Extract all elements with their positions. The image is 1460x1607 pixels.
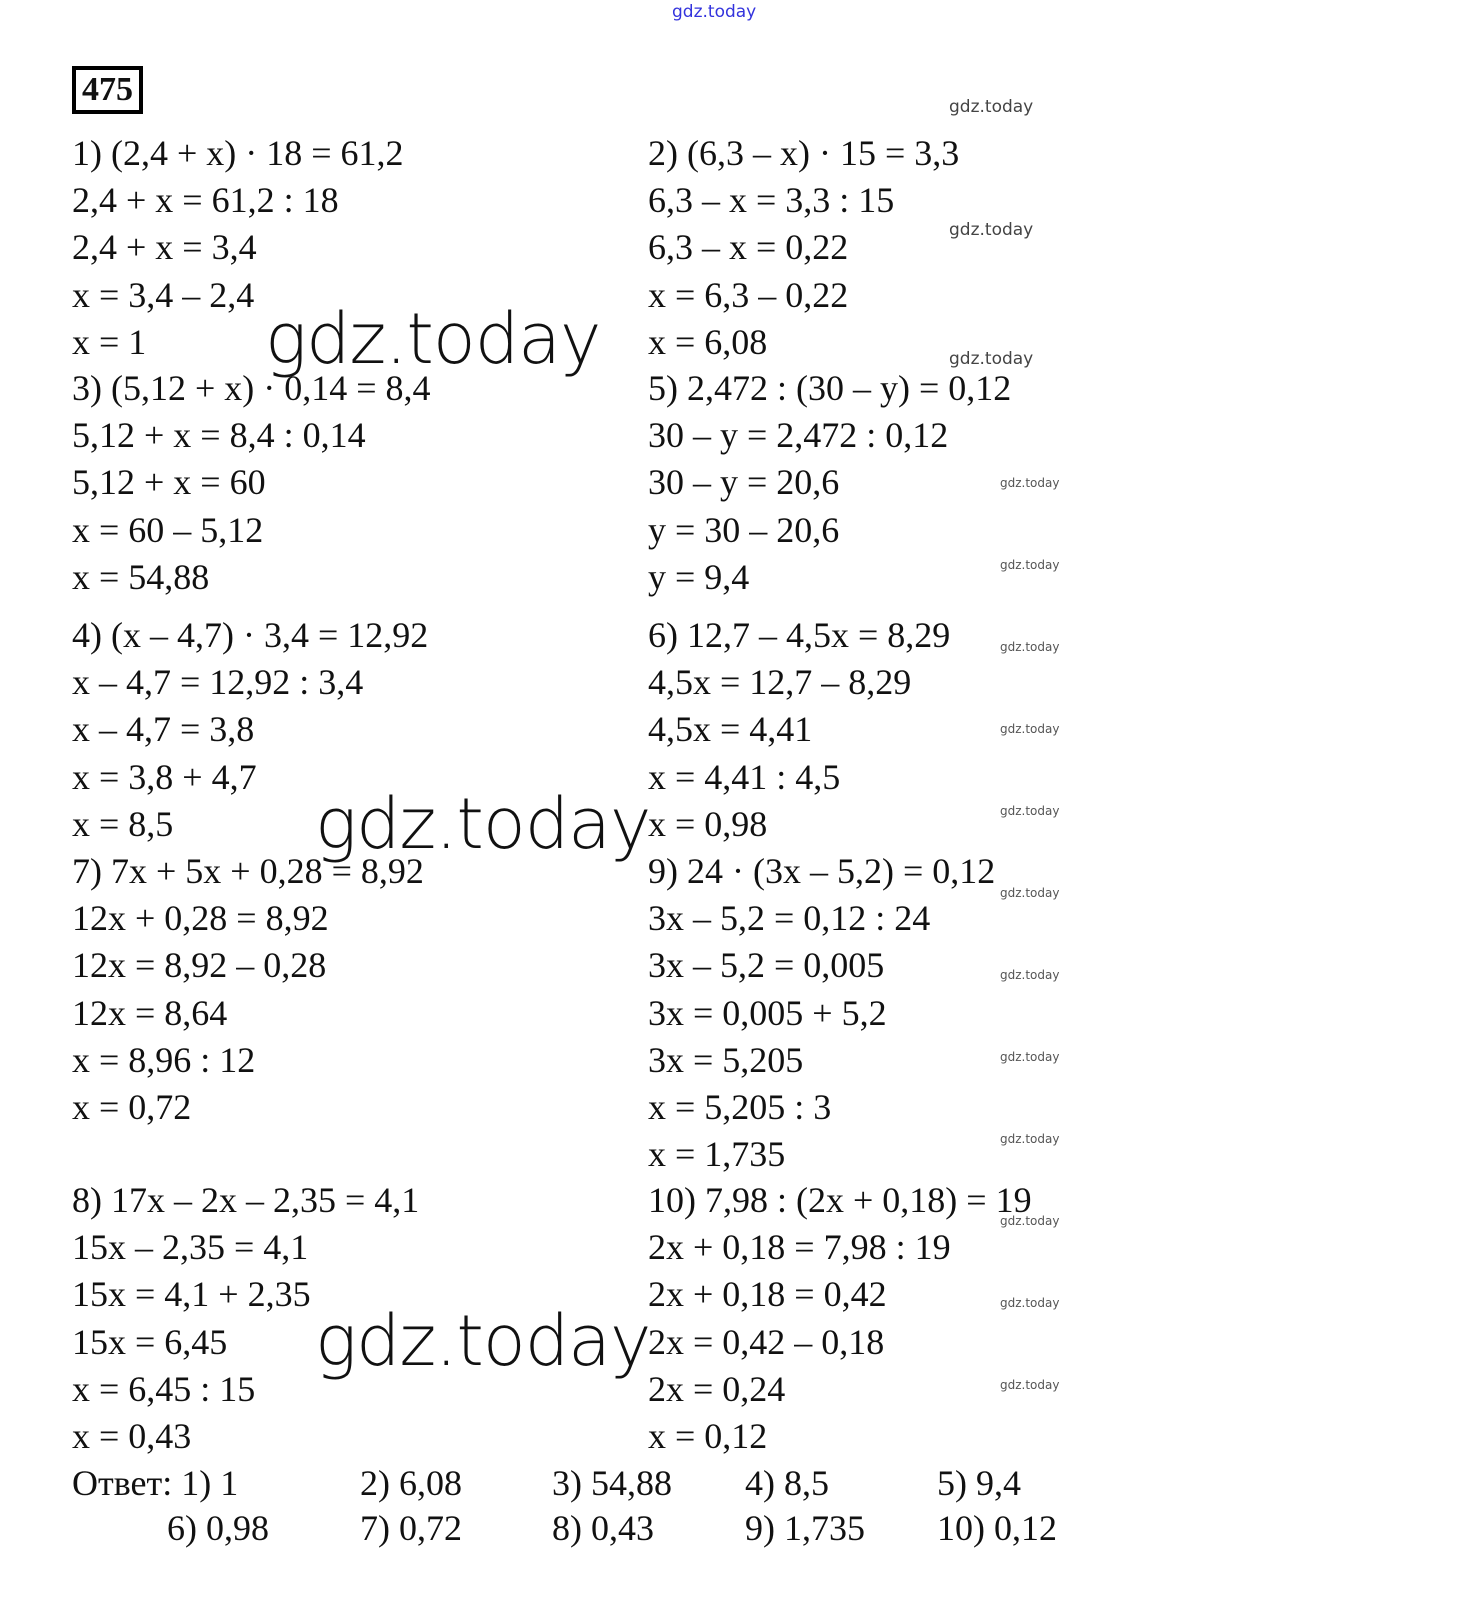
- equation-line: x = 1: [72, 321, 147, 362]
- equation-line: x = 6,45 : 15: [72, 1368, 256, 1409]
- equation-line: x – 4,7 = 3,8: [72, 709, 255, 750]
- equation-line: 12x = 8,92 – 0,28: [72, 945, 327, 986]
- equation-line: 9) 24 · (3x – 5,2) = 0,12: [648, 851, 996, 891]
- equation-line: x = 8,96 : 12: [72, 1039, 256, 1080]
- equation-line: 4,5x = 4,41: [648, 709, 813, 750]
- equation-line: 7) 7x + 5x + 0,28 = 8,92: [72, 851, 424, 891]
- equation-line: x = 3,4 – 2,4: [72, 274, 255, 315]
- equation-line: 5) 2,472 : (30 – y) = 0,12: [648, 368, 1012, 408]
- answer-item: 4) 8,5: [745, 1463, 829, 1503]
- watermark-tiny: gdz.today: [1000, 640, 1060, 654]
- watermark-tiny: gdz.today: [1000, 1378, 1060, 1392]
- equation-line: 4,5x = 12,7 – 8,29: [648, 662, 912, 703]
- watermark-tiny: gdz.today: [1000, 722, 1060, 736]
- watermark-tiny: gdz.today: [1000, 1214, 1060, 1228]
- equation-line: 2x + 0,18 = 0,42: [648, 1274, 887, 1315]
- equation-line: 6) 12,7 – 4,5x = 8,29: [648, 615, 951, 655]
- equation-line: x = 6,08: [648, 321, 768, 362]
- answer-item: Ответ: 1) 1: [72, 1463, 239, 1503]
- equation-line: x = 0,43: [72, 1416, 192, 1456]
- answer-item: 5) 9,4: [937, 1463, 1021, 1503]
- answer-item: 8) 0,43: [552, 1508, 654, 1548]
- watermark-small: gdz.today: [949, 97, 1034, 117]
- equation-line: 5,12 + x = 60: [72, 462, 266, 503]
- equation-line: 12x + 0,28 = 8,92: [72, 898, 329, 939]
- watermark-tiny: gdz.today: [1000, 1050, 1060, 1064]
- equation-line: 3x = 0,005 + 5,2: [648, 992, 887, 1033]
- equation-line: 5,12 + x = 8,4 : 0,14: [72, 415, 366, 456]
- watermark-tiny: gdz.today: [1000, 476, 1060, 490]
- equation-line: 2,4 + x = 3,4: [72, 227, 257, 268]
- equation-line: 2x + 0,18 = 7,98 : 19: [648, 1227, 951, 1268]
- equation-line: x = 0,12: [648, 1416, 768, 1456]
- answer-item: 7) 0,72: [360, 1508, 462, 1548]
- equation-line: x = 4,41 : 4,5: [648, 756, 841, 797]
- equation-line: 6,3 – x = 0,22: [648, 227, 849, 268]
- equation-line: x = 3,8 + 4,7: [72, 756, 257, 797]
- answer-item: 10) 0,12: [937, 1508, 1057, 1548]
- equation-line: 2) (6,3 – x) · 15 = 3,3: [648, 133, 960, 173]
- equation-line: 30 – y = 20,6: [648, 462, 840, 503]
- equation-line: y = 30 – 20,6: [648, 509, 840, 550]
- watermark-small: gdz.today: [949, 220, 1034, 240]
- equation-line: y = 9,4: [648, 556, 750, 597]
- equation-line: 4) (x – 4,7) · 3,4 = 12,92: [72, 615, 429, 655]
- watermark-large: gdz.today: [315, 1300, 651, 1382]
- watermark-top: gdz.today: [672, 2, 757, 22]
- equation-line: x = 54,88: [72, 556, 210, 597]
- equation-line: x = 0,72: [72, 1087, 192, 1127]
- equation-line: 3x – 5,2 = 0,12 : 24: [648, 898, 931, 939]
- equation-line: 8) 17x – 2x – 2,35 = 4,1: [72, 1180, 420, 1220]
- watermark-tiny: gdz.today: [1000, 804, 1060, 818]
- answer-item: 6) 0,98: [167, 1508, 269, 1548]
- answer-item: 9) 1,735: [745, 1508, 865, 1548]
- equation-line: x = 0,98: [648, 803, 768, 844]
- watermark-large: gdz.today: [315, 783, 651, 865]
- watermark-tiny: gdz.today: [1000, 886, 1060, 900]
- equation-line: 1) (2,4 + x) · 18 = 61,2: [72, 133, 404, 173]
- equation-line: 3x – 5,2 = 0,005: [648, 945, 885, 986]
- equation-line: x = 5,205 : 3: [648, 1087, 832, 1127]
- watermark-large: gdz.today: [265, 298, 601, 380]
- equation-line: 15x = 6,45: [72, 1321, 228, 1362]
- watermark-tiny: gdz.today: [1000, 968, 1060, 982]
- equation-line: 2x = 0,24: [648, 1368, 786, 1409]
- equation-line: 2,4 + x = 61,2 : 18: [72, 180, 339, 221]
- equation-line: 3x = 5,205: [648, 1039, 804, 1080]
- answer-item: 2) 6,08: [360, 1463, 462, 1503]
- answer-item: 3) 54,88: [552, 1463, 672, 1503]
- equation-line: x = 1,735: [648, 1134, 786, 1175]
- equation-line: x = 8,5: [72, 803, 174, 844]
- watermark-tiny: gdz.today: [1000, 1296, 1060, 1310]
- equation-line: 30 – y = 2,472 : 0,12: [648, 415, 949, 456]
- equation-line: 15x = 4,1 + 2,35: [72, 1274, 311, 1315]
- watermark-tiny: gdz.today: [1000, 1132, 1060, 1146]
- equation-line: 12x = 8,64: [72, 992, 228, 1033]
- equation-line: 2x = 0,42 – 0,18: [648, 1321, 885, 1362]
- watermark-small: gdz.today: [949, 349, 1034, 369]
- equation-line: 10) 7,98 : (2x + 0,18) = 19: [648, 1180, 1032, 1220]
- equation-line: x = 60 – 5,12: [72, 509, 264, 550]
- equation-line: 3) (5,12 + x) · 0,14 = 8,4: [72, 368, 431, 408]
- problem-number: 475: [72, 66, 143, 114]
- watermark-tiny: gdz.today: [1000, 558, 1060, 572]
- equation-line: 15x – 2,35 = 4,1: [72, 1227, 309, 1268]
- equation-line: x – 4,7 = 12,92 : 3,4: [72, 662, 364, 703]
- equation-line: x = 6,3 – 0,22: [648, 274, 849, 315]
- equation-line: 6,3 – x = 3,3 : 15: [648, 180, 895, 221]
